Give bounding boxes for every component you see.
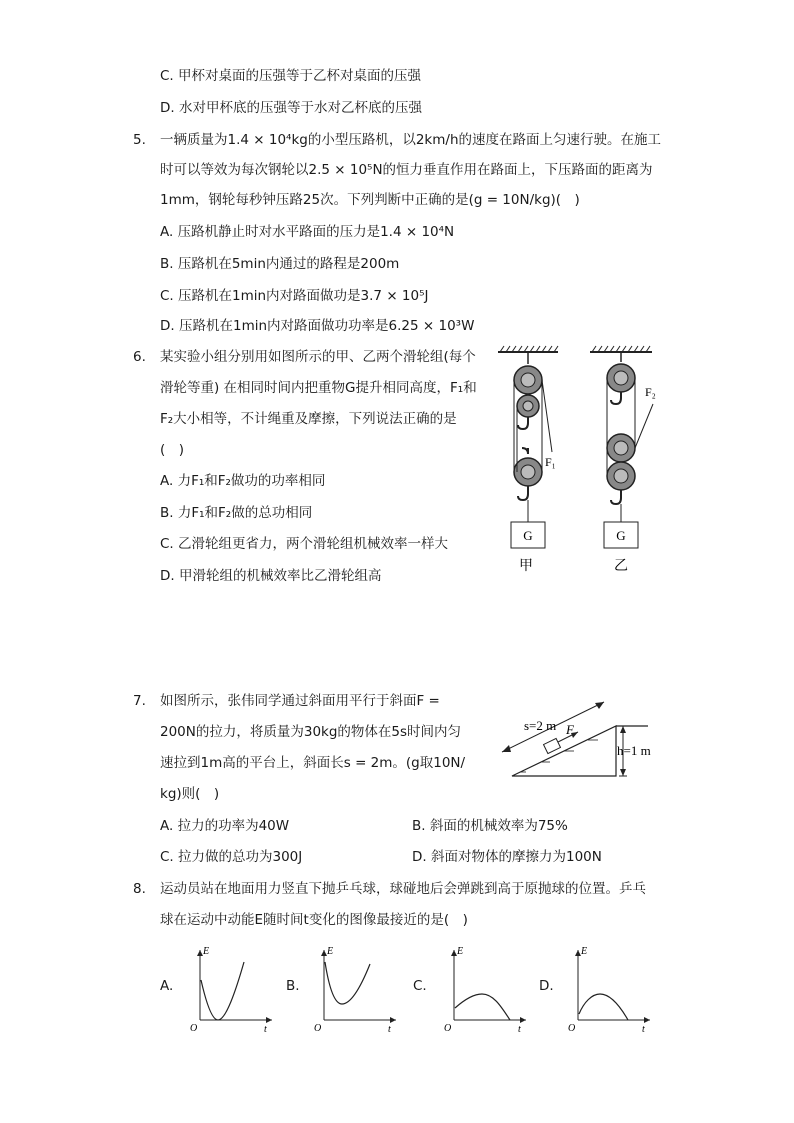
q8-option-c-letter: C. <box>413 978 427 994</box>
q7-option-c: C. 拉力做的总功为300J <box>160 849 303 865</box>
incline-height-label: h=1 m <box>617 743 651 758</box>
caption-jia: 甲 <box>519 558 533 574</box>
ceiling-jia <box>498 346 558 352</box>
q6-option-b: B. 力F₁和F₂做的总功相同 <box>160 505 313 521</box>
q5-option-d: D. 压路机在1min内对路面做功功率是6.25 × 10³W <box>160 318 475 334</box>
q6-number: 6. <box>133 349 146 365</box>
graph-c-x-label: t <box>518 1024 521 1034</box>
q6-option-c: C. 乙滑轮组更省力，两个滑轮组机械效率一样大 <box>160 536 449 552</box>
q4-option-c: C. 甲杯对桌面的压强等于乙杯对桌面的压强 <box>160 68 422 84</box>
q5-option-c: C. 压路机在1min内对路面做功是3.7 × 10⁵J <box>160 288 429 304</box>
q8-option-b-letter: B. <box>286 978 300 994</box>
q4-option-d: D. 水对甲杯底的压强等于水对乙杯底的压强 <box>160 100 422 116</box>
q8-graph-b <box>312 942 402 1034</box>
q8-number: 8. <box>133 881 146 897</box>
q7-option-b: B. 斜面的机械效率为75% <box>412 818 568 834</box>
graph-b-x-label: t <box>388 1024 391 1034</box>
ceiling-yi <box>590 346 652 352</box>
caption-yi: 乙 <box>614 558 628 574</box>
graph-c-y-label: E <box>457 946 464 957</box>
pulley-system-jia <box>511 352 552 548</box>
q7-stem-line-2: 200N的拉力，将质量为30kg的物体在5s时间内匀 <box>160 724 462 740</box>
q5-stem-line-2: 时可以等效为每次钢轮以2.5 × 10⁵N的恒力垂直作用在路面上，下压路面的距离为 <box>160 162 653 178</box>
incline-length-label: s=2 m <box>524 718 557 733</box>
force-label-f2: F₂ <box>645 385 656 399</box>
graph-b-origin: O <box>314 1023 322 1034</box>
q8-stem-line-2: 球在运动中动能E随时间t变化的图像最接近的是( ) <box>160 912 468 928</box>
q6-stem-line-2: 滑轮等重) 在相同时间内把重物G提升相同高度，F₁和 <box>160 380 477 396</box>
weight-label-yi: G <box>616 528 626 543</box>
graph-a-y-label: E <box>203 946 210 957</box>
graph-d-y-label: E <box>581 946 588 957</box>
graph-d-x-label: t <box>642 1024 645 1034</box>
graph-b-y-label: E <box>327 946 334 957</box>
graph-c-origin: O <box>444 1023 452 1034</box>
q8-option-d-letter: D. <box>539 978 554 994</box>
q7-stem-line-4: kg)则( ) <box>160 786 220 802</box>
incline-force-label: F <box>566 722 574 737</box>
q6-option-a: A. 力F₁和F₂做功的功率相同 <box>160 473 326 489</box>
q7-option-a: A. 拉力的功率为40W <box>160 818 290 834</box>
q8-stem-line-1: 运动员站在地面用力竖直下抛乒乓球，球碰地后会弹跳到高于原抛球的位置。乒乓 <box>160 881 646 897</box>
q7-number: 7. <box>133 693 146 709</box>
q6-stem-line-1: 某实验小组分别用如图所示的甲、乙两个滑轮组(每个 <box>160 349 476 365</box>
q8-graph-c <box>442 942 532 1034</box>
weight-label-jia: G <box>523 528 533 543</box>
graph-d-origin: O <box>568 1023 576 1034</box>
pulley-systems-figure <box>490 340 670 580</box>
q8-graph-a <box>188 942 278 1034</box>
q6-stem-line-3: F₂大小相等，不计绳重及摩擦，下列说法正确的是 <box>160 411 457 427</box>
q7-option-d: D. 斜面对物体的摩擦力为100N <box>412 849 602 865</box>
q6-option-d: D. 甲滑轮组的机械效率比乙滑轮组高 <box>160 568 382 584</box>
force-label-f1: F₁ <box>545 455 556 469</box>
q5-number: 5. <box>133 132 146 148</box>
q5-stem-line-1: 一辆质量为1.4 × 10⁴kg的小型压路机，以2km/h的速度在路面上匀速行驶。在施工 <box>160 132 662 148</box>
q8-graph-d <box>566 942 656 1034</box>
graph-a-x-label: t <box>264 1024 267 1034</box>
incline-figure <box>492 690 664 782</box>
q6-stem-line-4: ( ) <box>160 442 185 458</box>
q5-option-b: B. 压路机在5min内通过的路程是200m <box>160 256 400 272</box>
q5-option-a: A. 压路机静止时对水平路面的压力是1.4 × 10⁴N <box>160 224 455 240</box>
q5-stem-line-3: 1mm，钢轮每秒钟压路25次。下列判断中正确的是(g = 10N/kg)( ) <box>160 192 580 208</box>
q7-stem-line-3: 速拉到1m高的平台上，斜面长s = 2m。(g取10N/ <box>160 755 466 771</box>
q7-stem-line-1: 如图所示，张伟同学通过斜面用平行于斜面F = <box>160 693 440 709</box>
graph-a-origin: O <box>190 1023 198 1034</box>
q8-option-a-letter: A. <box>160 978 174 994</box>
pulley-system-yi <box>604 352 653 548</box>
